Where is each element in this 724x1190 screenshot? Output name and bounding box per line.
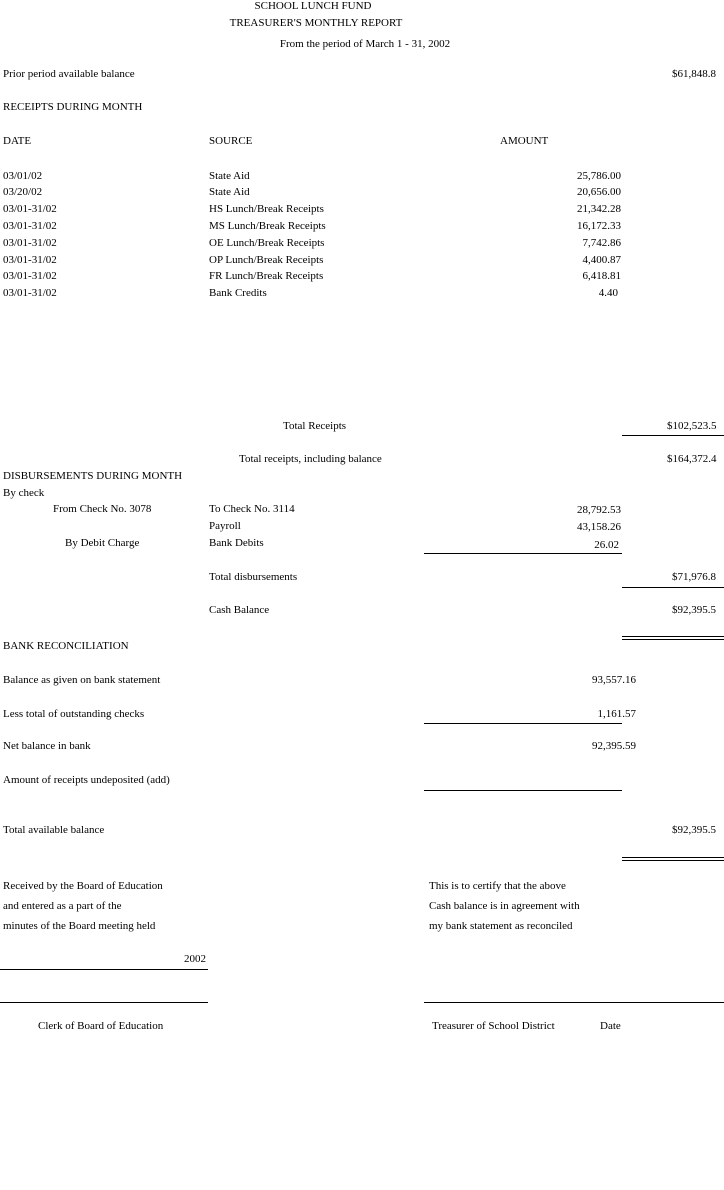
table-row [0,221,724,235]
undeposited-receipts-line [424,790,622,791]
meeting-date-line [0,969,208,970]
receipt-date: 03/20/02 [3,186,43,198]
table-row [0,255,724,269]
certify-statement-line-3: my bank statement as reconciled [429,920,573,932]
from-check-label: From Check No. 3078 [53,503,152,515]
total-disbursements-label: Total disbursements [209,571,298,583]
undeposited-receipts-label: Amount of receipts undeposited (add) [3,774,170,786]
receipt-date: 03/01-31/02 [3,237,57,249]
total-disbursements-underline [622,587,724,588]
signature-date-label: Date [600,1020,621,1032]
certify-statement-line-1: This is to certify that the above [429,880,566,892]
receipt-source: HS Lunch/Break Receipts [209,203,324,215]
payroll-label: Payroll [209,520,241,532]
receipts-incl-balance-label: Total receipts, including balance [239,453,382,465]
receipt-source: OP Lunch/Break Receipts [209,254,324,266]
by-check-label: By check [3,487,45,499]
receipt-source: Bank Credits [209,287,267,299]
bank-debits-label: Bank Debits [209,537,264,549]
amount-column-header: AMOUNT [500,135,549,147]
available-balance-double-underline [622,857,724,858]
receipt-date: 03/01-31/02 [3,203,57,215]
receipt-amount: 7,742.86 [582,237,621,249]
outstanding-checks-value: 1,161.57 [597,708,636,720]
receipt-amount: 4.40 [598,287,618,299]
receipt-amount: 6,418.81 [582,270,621,282]
board-statement-line-1: Received by the Board of Education [3,880,163,892]
clerk-signature-label: Clerk of Board of Education [38,1020,164,1032]
receipt-source: State Aid [209,170,250,182]
cash-balance-label: Cash Balance [209,604,270,616]
receipt-source: OE Lunch/Break Receipts [209,237,325,249]
outstanding-checks-underline [424,723,622,724]
total-receipts-value: $102,523.5 [667,420,717,432]
receipts-incl-balance-value: $164,372.4 [667,453,717,465]
payroll-amount: 43,158.26 [577,521,621,533]
receipt-date: 03/01-31/02 [3,270,57,282]
report-title: SCHOOL LUNCH FUND [254,0,372,12]
cash-balance-double-underline [622,636,724,637]
board-statement-line-3: minutes of the Board meeting held [3,920,156,932]
prior-balance-label: Prior period available balance [3,68,135,80]
board-statement-line-2: and entered as a part of the [3,900,122,912]
receipt-amount: 21,342.28 [577,203,621,215]
certify-statement-line-2: Cash balance is in agreement with [429,900,580,912]
table-row [0,271,724,285]
report-period: From the period of March 1 - 31, 2002 [279,38,451,50]
reconciliation-section-title: BANK RECONCILIATION [3,640,129,652]
receipt-amount: 16,172.33 [577,220,621,232]
net-balance-label: Net balance in bank [3,740,91,752]
table-row [0,187,724,201]
receipt-source: State Aid [209,186,250,198]
receipt-date: 03/01-31/02 [3,254,57,266]
total-receipts-label: Total Receipts [283,420,347,432]
statement-balance-label: Balance as given on bank statement [3,674,161,686]
receipt-amount: 20,656.00 [577,186,621,198]
table-row [0,204,724,218]
cash-balance-value: $92,395.5 [672,604,716,616]
treasurer-signature-line [424,1002,724,1003]
source-column-header: SOURCE [209,135,253,147]
check-amount: 28,792.53 [577,504,621,516]
report-subtitle: TREASURER'S MONTHLY REPORT [229,17,403,29]
receipt-date: 03/01-31/02 [3,220,57,232]
table-row [0,238,724,252]
outstanding-checks-label: Less total of outstanding checks [3,708,145,720]
receipt-source: FR Lunch/Break Receipts [209,270,324,282]
disbursements-underline [424,553,622,554]
meeting-year: 2002 [184,953,206,965]
total-receipts-underline [622,435,724,436]
by-debit-label: By Debit Charge [65,537,140,549]
table-row [0,288,724,302]
prior-balance-value: $61,848.8 [672,68,716,80]
to-check-label: To Check No. 3114 [209,503,295,515]
bank-debits-amount: 26.02 [594,539,619,551]
receipts-section-title: RECEIPTS DURING MONTH [3,101,143,113]
net-balance-value: 92,395.59 [592,740,636,752]
receipt-date: 03/01-31/02 [3,287,57,299]
clerk-signature-line [0,1002,208,1003]
table-row [0,171,724,185]
receipt-date: 03/01/02 [3,170,43,182]
statement-balance-value: 93,557.16 [592,674,636,686]
date-column-header: DATE [3,135,32,147]
treasurer-signature-label: Treasurer of School District [432,1020,555,1032]
total-available-balance-value: $92,395.5 [672,824,716,836]
receipt-amount: 4,400.87 [582,254,621,266]
disbursements-section-title: DISBURSEMENTS DURING MONTH [3,470,183,482]
receipt-source: MS Lunch/Break Receipts [209,220,326,232]
total-disbursements-value: $71,976.8 [672,571,716,583]
total-available-balance-label: Total available balance [3,824,105,836]
receipt-amount: 25,786.00 [577,170,621,182]
